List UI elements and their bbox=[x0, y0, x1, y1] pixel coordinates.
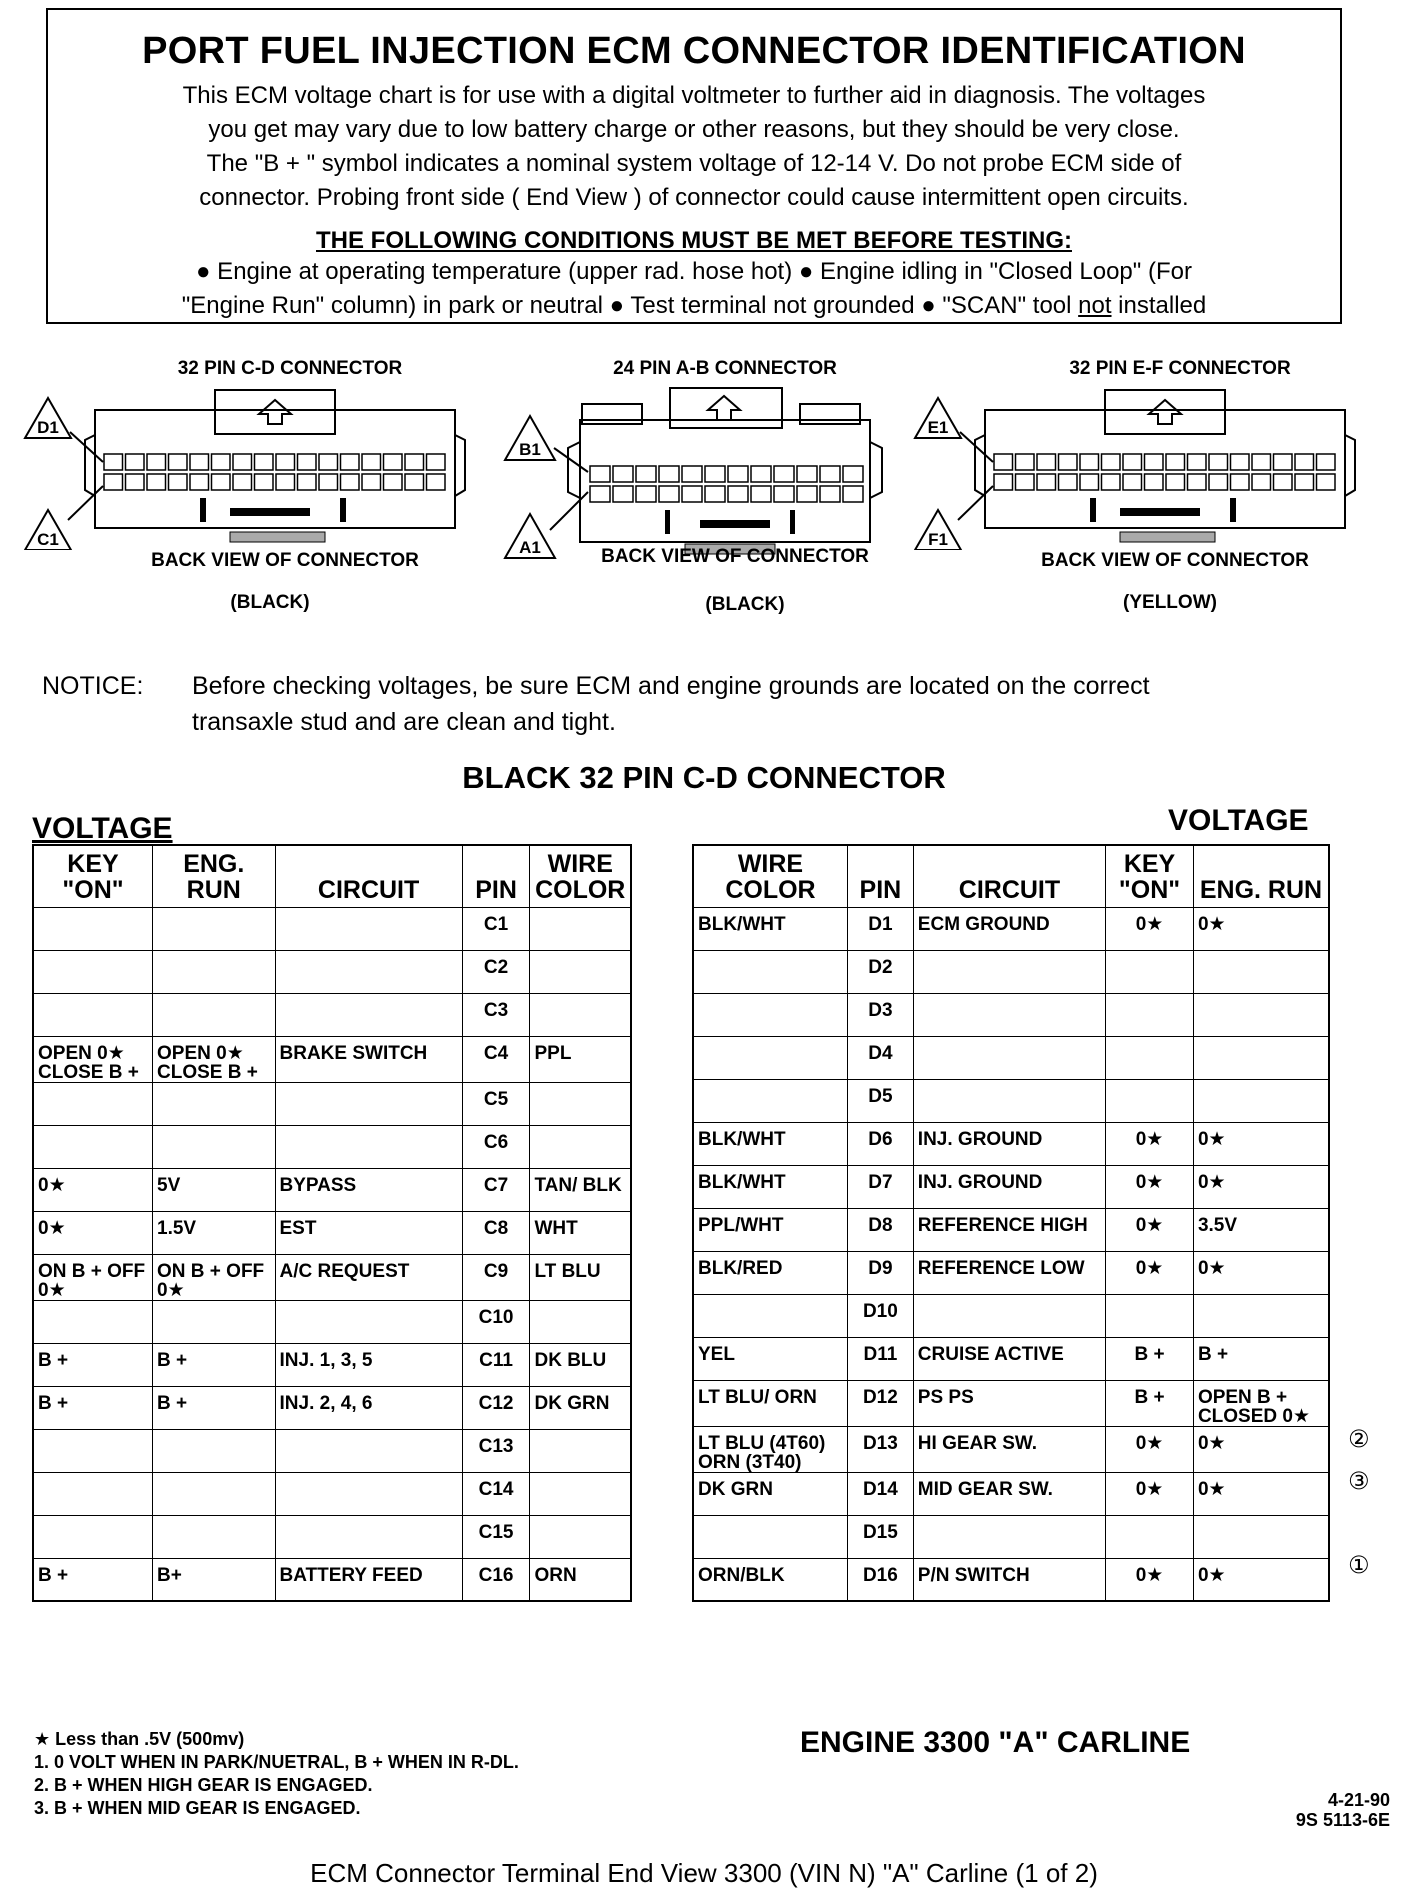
cell-key-on: 0★ bbox=[1106, 907, 1194, 950]
cell-pin: D12 bbox=[847, 1380, 913, 1426]
cell-eng-run: B + bbox=[1193, 1337, 1329, 1380]
cell-circuit: INJ. 2, 4, 6 bbox=[275, 1386, 462, 1429]
cell-key-on: B + bbox=[1106, 1380, 1194, 1426]
cell-wire: PPL bbox=[530, 1036, 631, 1082]
footnotes bbox=[34, 1728, 519, 1820]
cell-circuit: A/C REQUEST bbox=[275, 1254, 462, 1300]
table-row bbox=[33, 1558, 631, 1601]
cell-circuit bbox=[275, 1125, 462, 1168]
triangle-top-pin bbox=[25, 398, 103, 462]
cell-key-on bbox=[33, 1515, 153, 1558]
table-row bbox=[693, 1079, 1329, 1122]
table-row bbox=[693, 1122, 1329, 1165]
cell-eng-run bbox=[153, 1515, 275, 1558]
col-key-on: KEY "ON" bbox=[33, 845, 153, 907]
header-box bbox=[46, 8, 1342, 324]
triangle-bottom-pin bbox=[25, 486, 103, 550]
voltage-label-right: VOLTAGE bbox=[1168, 804, 1309, 837]
cell-key-on: 0★ bbox=[1106, 1472, 1194, 1515]
top-pin-label: E1 bbox=[927, 418, 949, 437]
cell-key-on: 0★ bbox=[1106, 1208, 1194, 1251]
cell-eng-run bbox=[153, 1472, 275, 1515]
cell-circuit bbox=[913, 1294, 1105, 1337]
conditions-title: THE FOLLOWING CONDITIONS MUST BE MET BEFORE TESTING: bbox=[316, 227, 1072, 254]
page-title: PORT FUEL INJECTION ECM CONNECTOR IDENTIFICATION bbox=[142, 30, 1246, 72]
table-row bbox=[693, 1036, 1329, 1079]
doc-code: 9S 5113-6E bbox=[1295, 1810, 1390, 1830]
intro-text bbox=[78, 79, 1310, 215]
cell-eng-run bbox=[1193, 1079, 1329, 1122]
cell-wire bbox=[693, 950, 847, 993]
cell-pin: C8 bbox=[462, 1211, 530, 1254]
cell-pin: C9 bbox=[462, 1254, 530, 1300]
connector-label: 24 PIN A-B CONNECTOR bbox=[613, 358, 837, 379]
cell-key-on bbox=[33, 950, 153, 993]
table-row bbox=[33, 1125, 631, 1168]
table-row bbox=[693, 1294, 1329, 1337]
cell-pin: C14 bbox=[462, 1472, 530, 1515]
cell-pin: C2 bbox=[462, 950, 530, 993]
cell-key-on bbox=[1106, 993, 1194, 1036]
table-row bbox=[33, 1300, 631, 1343]
col-circuit: CIRCUIT bbox=[275, 845, 462, 907]
cell-circuit bbox=[275, 1472, 462, 1515]
table-row bbox=[33, 950, 631, 993]
cell-eng-run: 3.5V bbox=[1193, 1208, 1329, 1251]
cell-eng-run: B + bbox=[153, 1386, 275, 1429]
cell-eng-run: B + bbox=[153, 1343, 275, 1386]
right-table-body bbox=[693, 907, 1329, 1601]
table-row bbox=[33, 1515, 631, 1558]
cell-wire bbox=[693, 1515, 847, 1558]
cell-wire bbox=[530, 1082, 631, 1125]
cell-circuit: INJ. GROUND bbox=[913, 1122, 1105, 1165]
cell-circuit: CRUISE ACTIVE bbox=[913, 1337, 1105, 1380]
cell-circuit bbox=[913, 1515, 1105, 1558]
cell-wire: BLK/WHT bbox=[693, 1122, 847, 1165]
table-row bbox=[693, 1337, 1329, 1380]
table-row bbox=[693, 1558, 1329, 1601]
table-row bbox=[33, 1082, 631, 1125]
cell-wire bbox=[530, 1125, 631, 1168]
cell-key-on bbox=[33, 993, 153, 1036]
notice-line: Before checking voltages, be sure ECM and engine grounds are located on the correct bbox=[192, 672, 1150, 700]
cell-eng-run: ON B + OFF 0★ bbox=[153, 1254, 275, 1300]
footnote: 1. 0 VOLT WHEN IN PARK/NUETRAL, B + WHEN IN R-DL. bbox=[34, 1752, 519, 1772]
notice-label: NOTICE: bbox=[42, 672, 144, 700]
cell-pin: D9 bbox=[847, 1251, 913, 1294]
cell-key-on bbox=[33, 1082, 153, 1125]
footnote-ref: ③ bbox=[1348, 1468, 1370, 1495]
intro-line: connector. Probing front side ( End View ) of connector could cause intermittent open circuits. bbox=[199, 184, 1189, 211]
connector-diagram bbox=[20, 380, 500, 550]
footnote-ref: ① bbox=[1348, 1552, 1370, 1579]
cell-pin: C7 bbox=[462, 1168, 530, 1211]
table-row bbox=[33, 907, 631, 950]
engine-label: ENGINE 3300 "A" CARLINE bbox=[800, 1726, 1191, 1759]
cell-pin: D7 bbox=[847, 1165, 913, 1208]
notice bbox=[42, 668, 1362, 740]
cell-pin: D11 bbox=[847, 1337, 913, 1380]
col-key-on: KEY "ON" bbox=[1106, 845, 1194, 907]
table-row bbox=[693, 1380, 1329, 1426]
cell-pin: D3 bbox=[847, 993, 913, 1036]
cell-circuit: REFERENCE LOW bbox=[913, 1251, 1105, 1294]
col-wire-color: WIRE COLOR bbox=[530, 845, 631, 907]
connector-label: 32 PIN E-F CONNECTOR bbox=[1069, 358, 1291, 379]
cell-wire bbox=[530, 993, 631, 1036]
cell-circuit: BYPASS bbox=[275, 1168, 462, 1211]
bottom-pin-label: A1 bbox=[519, 538, 541, 557]
cell-pin: C3 bbox=[462, 993, 530, 1036]
cell-wire bbox=[693, 1294, 847, 1337]
cell-eng-run bbox=[1193, 1294, 1329, 1337]
cell-circuit: REFERENCE HIGH bbox=[913, 1208, 1105, 1251]
bottom-pin-label: F1 bbox=[928, 530, 948, 549]
cell-key-on: 0★ bbox=[33, 1168, 153, 1211]
cell-pin: D1 bbox=[847, 907, 913, 950]
cell-key-on bbox=[1106, 1036, 1194, 1079]
cell-key-on bbox=[33, 1429, 153, 1472]
cell-wire: PPL/WHT bbox=[693, 1208, 847, 1251]
table-row bbox=[693, 1165, 1329, 1208]
conditions-line bbox=[60, 289, 1328, 323]
col-wire-color: WIRE COLOR bbox=[693, 845, 847, 907]
cell-wire: DK GRN bbox=[693, 1472, 847, 1515]
triangle-bottom-pin bbox=[915, 486, 993, 550]
section-title: BLACK 32 PIN C-D CONNECTOR bbox=[462, 760, 946, 795]
table-row bbox=[33, 993, 631, 1036]
cell-eng-run: 0★ bbox=[1193, 1558, 1329, 1601]
table-row bbox=[33, 1211, 631, 1254]
cell-circuit bbox=[913, 950, 1105, 993]
cell-key-on: OPEN 0★ CLOSE B + bbox=[33, 1036, 153, 1082]
cell-eng-run bbox=[1193, 1515, 1329, 1558]
table-row bbox=[693, 1251, 1329, 1294]
intro-line: This ECM voltage chart is for use with a digital voltmeter to further aid in diagnosis. The voltages bbox=[182, 82, 1206, 109]
cell-key-on: 0★ bbox=[1106, 1426, 1194, 1472]
col-pin: PIN bbox=[847, 845, 913, 907]
cell-eng-run: OPEN 0★ CLOSE B + bbox=[153, 1036, 275, 1082]
footnote: 3. B + WHEN MID GEAR IS ENGAGED. bbox=[34, 1798, 361, 1818]
cell-pin: D15 bbox=[847, 1515, 913, 1558]
cell-pin: D14 bbox=[847, 1472, 913, 1515]
cell-circuit bbox=[275, 1429, 462, 1472]
triangle-top-pin bbox=[915, 398, 993, 462]
cell-pin: C1 bbox=[462, 907, 530, 950]
cell-wire bbox=[693, 1036, 847, 1079]
left-pin-table bbox=[32, 844, 632, 1602]
cell-eng-run bbox=[1193, 1036, 1329, 1079]
cell-circuit bbox=[275, 1082, 462, 1125]
table-row bbox=[33, 1168, 631, 1211]
cell-eng-run: 1.5V bbox=[153, 1211, 275, 1254]
cell-eng-run bbox=[153, 907, 275, 950]
cell-key-on bbox=[33, 1125, 153, 1168]
connector-color: (BLACK) bbox=[705, 594, 785, 615]
cell-eng-run bbox=[153, 1429, 275, 1472]
connector-view: BACK VIEW OF CONNECTOR bbox=[1041, 550, 1309, 571]
cell-wire bbox=[530, 907, 631, 950]
col-circuit: CIRCUIT bbox=[913, 845, 1105, 907]
col-pin: PIN bbox=[462, 845, 530, 907]
table-row bbox=[33, 1343, 631, 1386]
cell-eng-run: OPEN B + CLOSED 0★ bbox=[1193, 1380, 1329, 1426]
conditions-text bbox=[60, 255, 1328, 323]
footnote: ★ Less than .5V (500mv) bbox=[34, 1729, 245, 1749]
connector-color: (BLACK) bbox=[230, 592, 310, 613]
intro-line: you get may vary due to low battery charge or other reasons, but they should be very close. bbox=[208, 116, 1180, 143]
col-eng-run: ENG. RUN bbox=[153, 845, 275, 907]
cell-eng-run bbox=[153, 993, 275, 1036]
cell-circuit bbox=[913, 1036, 1105, 1079]
conditions-line: ● Engine at operating temperature (upper rad. hose hot) ● Engine idling in "Closed Loop" (For bbox=[196, 258, 1192, 285]
cell-wire: BLK/WHT bbox=[693, 907, 847, 950]
cell-wire bbox=[530, 950, 631, 993]
cell-eng-run: 0★ bbox=[1193, 1122, 1329, 1165]
cell-pin: D13 bbox=[847, 1426, 913, 1472]
cell-circuit: HI GEAR SW. bbox=[913, 1426, 1105, 1472]
connector-view: BACK VIEW OF CONNECTOR bbox=[601, 546, 869, 567]
cell-wire: ORN bbox=[530, 1558, 631, 1601]
cell-pin: D4 bbox=[847, 1036, 913, 1079]
cell-wire: DK GRN bbox=[530, 1386, 631, 1429]
cell-key-on bbox=[33, 1472, 153, 1515]
table-row bbox=[693, 1426, 1329, 1472]
cell-key-on: B + bbox=[33, 1343, 153, 1386]
cell-circuit bbox=[913, 1079, 1105, 1122]
notice-text bbox=[192, 668, 1332, 740]
cell-pin: C6 bbox=[462, 1125, 530, 1168]
cell-pin: D16 bbox=[847, 1558, 913, 1601]
cell-circuit: INJ. GROUND bbox=[913, 1165, 1105, 1208]
date-code bbox=[1296, 1790, 1390, 1830]
cell-wire: WHT bbox=[530, 1211, 631, 1254]
notice-line: transaxle stud and are clean and tight. bbox=[192, 708, 616, 736]
cell-eng-run bbox=[153, 950, 275, 993]
connector-view: BACK VIEW OF CONNECTOR bbox=[151, 550, 419, 571]
cell-circuit: MID GEAR SW. bbox=[913, 1472, 1105, 1515]
table-row bbox=[33, 1254, 631, 1300]
cell-pin: C16 bbox=[462, 1558, 530, 1601]
table-row bbox=[33, 1472, 631, 1515]
cell-wire: ORN/BLK bbox=[693, 1558, 847, 1601]
table-row bbox=[693, 1515, 1329, 1558]
cell-circuit: BRAKE SWITCH bbox=[275, 1036, 462, 1082]
cell-key-on: 0★ bbox=[1106, 1122, 1194, 1165]
cell-wire: LT BLU (4T60) ORN (3T40) bbox=[693, 1426, 847, 1472]
cell-wire bbox=[530, 1472, 631, 1515]
cell-pin: D6 bbox=[847, 1122, 913, 1165]
cell-circuit: PS PS bbox=[913, 1380, 1105, 1426]
cell-wire: DK BLU bbox=[530, 1343, 631, 1386]
col-eng-run: ENG. RUN bbox=[1193, 845, 1329, 907]
cell-key-on bbox=[1106, 950, 1194, 993]
cell-pin: D5 bbox=[847, 1079, 913, 1122]
cell-key-on bbox=[33, 1300, 153, 1343]
cell-key-on: 0★ bbox=[33, 1211, 153, 1254]
cell-eng-run: 0★ bbox=[1193, 1251, 1329, 1294]
top-pin-label: B1 bbox=[519, 440, 541, 459]
cell-key-on: B + bbox=[33, 1558, 153, 1601]
table-row bbox=[33, 1386, 631, 1429]
cell-wire bbox=[530, 1300, 631, 1343]
cell-eng-run bbox=[153, 1300, 275, 1343]
date: 4-21-90 bbox=[1327, 1790, 1390, 1810]
cell-circuit: INJ. 1, 3, 5 bbox=[275, 1343, 462, 1386]
cell-key-on: B + bbox=[1106, 1337, 1194, 1380]
cell-pin: C5 bbox=[462, 1082, 530, 1125]
cell-eng-run: 0★ bbox=[1193, 1165, 1329, 1208]
table-row bbox=[693, 950, 1329, 993]
cell-eng-run: 5V bbox=[153, 1168, 275, 1211]
cell-wire: BLK/RED bbox=[693, 1251, 847, 1294]
footnote-ref: ② bbox=[1348, 1426, 1370, 1453]
connector-color: (YELLOW) bbox=[1123, 592, 1217, 613]
conditions-line-part: installed bbox=[1111, 292, 1207, 319]
cell-key-on bbox=[1106, 1079, 1194, 1122]
cell-wire: BLK/WHT bbox=[693, 1165, 847, 1208]
cell-circuit: ECM GROUND bbox=[913, 907, 1105, 950]
table-row bbox=[33, 1429, 631, 1472]
cell-eng-run: B+ bbox=[153, 1558, 275, 1601]
right-pin-table bbox=[692, 844, 1330, 1602]
cell-eng-run: 0★ bbox=[1193, 1426, 1329, 1472]
table-row bbox=[693, 993, 1329, 1036]
connector-label: 32 PIN C-D CONNECTOR bbox=[177, 358, 403, 379]
cell-key-on: B + bbox=[33, 1386, 153, 1429]
cell-wire bbox=[530, 1515, 631, 1558]
cell-eng-run: 0★ bbox=[1193, 1472, 1329, 1515]
cell-pin: C4 bbox=[462, 1036, 530, 1082]
cell-pin: D2 bbox=[847, 950, 913, 993]
cell-eng-run: 0★ bbox=[1193, 907, 1329, 950]
connector-diagram bbox=[500, 380, 900, 560]
cell-circuit bbox=[275, 1515, 462, 1558]
left-table-body bbox=[33, 907, 631, 1601]
cell-circuit bbox=[275, 993, 462, 1036]
cell-wire: YEL bbox=[693, 1337, 847, 1380]
cell-eng-run bbox=[1193, 950, 1329, 993]
connector-cd bbox=[20, 358, 500, 614]
cell-circuit: EST bbox=[275, 1211, 462, 1254]
cell-eng-run bbox=[153, 1082, 275, 1125]
cell-wire bbox=[693, 1079, 847, 1122]
cell-pin: C13 bbox=[462, 1429, 530, 1472]
footnote: 2. B + WHEN HIGH GEAR IS ENGAGED. bbox=[34, 1775, 373, 1795]
cell-wire bbox=[693, 993, 847, 1036]
cell-eng-run bbox=[1193, 993, 1329, 1036]
cell-circuit bbox=[275, 907, 462, 950]
connector-diagram bbox=[910, 380, 1390, 550]
table-row bbox=[33, 1036, 631, 1082]
cell-pin: C12 bbox=[462, 1386, 530, 1429]
cell-pin: C15 bbox=[462, 1515, 530, 1558]
cell-key-on: ON B + OFF 0★ bbox=[33, 1254, 153, 1300]
cell-eng-run bbox=[153, 1125, 275, 1168]
intro-line: The "B + " symbol indicates a nominal system voltage of 12-14 V. Do not probe ECM side of bbox=[206, 150, 1182, 177]
cell-circuit bbox=[913, 993, 1105, 1036]
cell-circuit: P/N SWITCH bbox=[913, 1558, 1105, 1601]
cell-pin: C11 bbox=[462, 1343, 530, 1386]
cell-wire: TAN/ BLK bbox=[530, 1168, 631, 1211]
cell-wire: LT BLU bbox=[530, 1254, 631, 1300]
table-row bbox=[693, 1208, 1329, 1251]
cell-circuit bbox=[275, 950, 462, 993]
connector-ef bbox=[910, 358, 1390, 614]
page-caption: ECM Connector Terminal End View 3300 (VIN N) "A" Carline (1 of 2) bbox=[310, 1858, 1098, 1888]
cell-pin: D8 bbox=[847, 1208, 913, 1251]
conditions-line-part: "Engine Run" column) in park or neutral ● Test terminal not grounded ● "SCAN" tool bbox=[181, 292, 1079, 319]
cell-circuit: BATTERY FEED bbox=[275, 1558, 462, 1601]
cell-wire: LT BLU/ ORN bbox=[693, 1380, 847, 1426]
cell-key-on: 0★ bbox=[1106, 1558, 1194, 1601]
cell-key-on: 0★ bbox=[1106, 1165, 1194, 1208]
cell-wire bbox=[530, 1429, 631, 1472]
cell-pin: C10 bbox=[462, 1300, 530, 1343]
table-row bbox=[693, 1472, 1329, 1515]
cell-circuit bbox=[275, 1300, 462, 1343]
cell-key-on bbox=[33, 907, 153, 950]
connector-ab bbox=[500, 358, 900, 616]
cell-key-on: 0★ bbox=[1106, 1251, 1194, 1294]
conditions-not: not bbox=[1078, 292, 1112, 319]
bottom-pin-label: C1 bbox=[37, 530, 59, 549]
cell-key-on bbox=[1106, 1515, 1194, 1558]
cell-key-on bbox=[1106, 1294, 1194, 1337]
voltage-label-left: VOLTAGE bbox=[32, 812, 173, 845]
top-pin-label: D1 bbox=[37, 418, 59, 437]
cell-pin: D10 bbox=[847, 1294, 913, 1337]
table-row bbox=[693, 907, 1329, 950]
